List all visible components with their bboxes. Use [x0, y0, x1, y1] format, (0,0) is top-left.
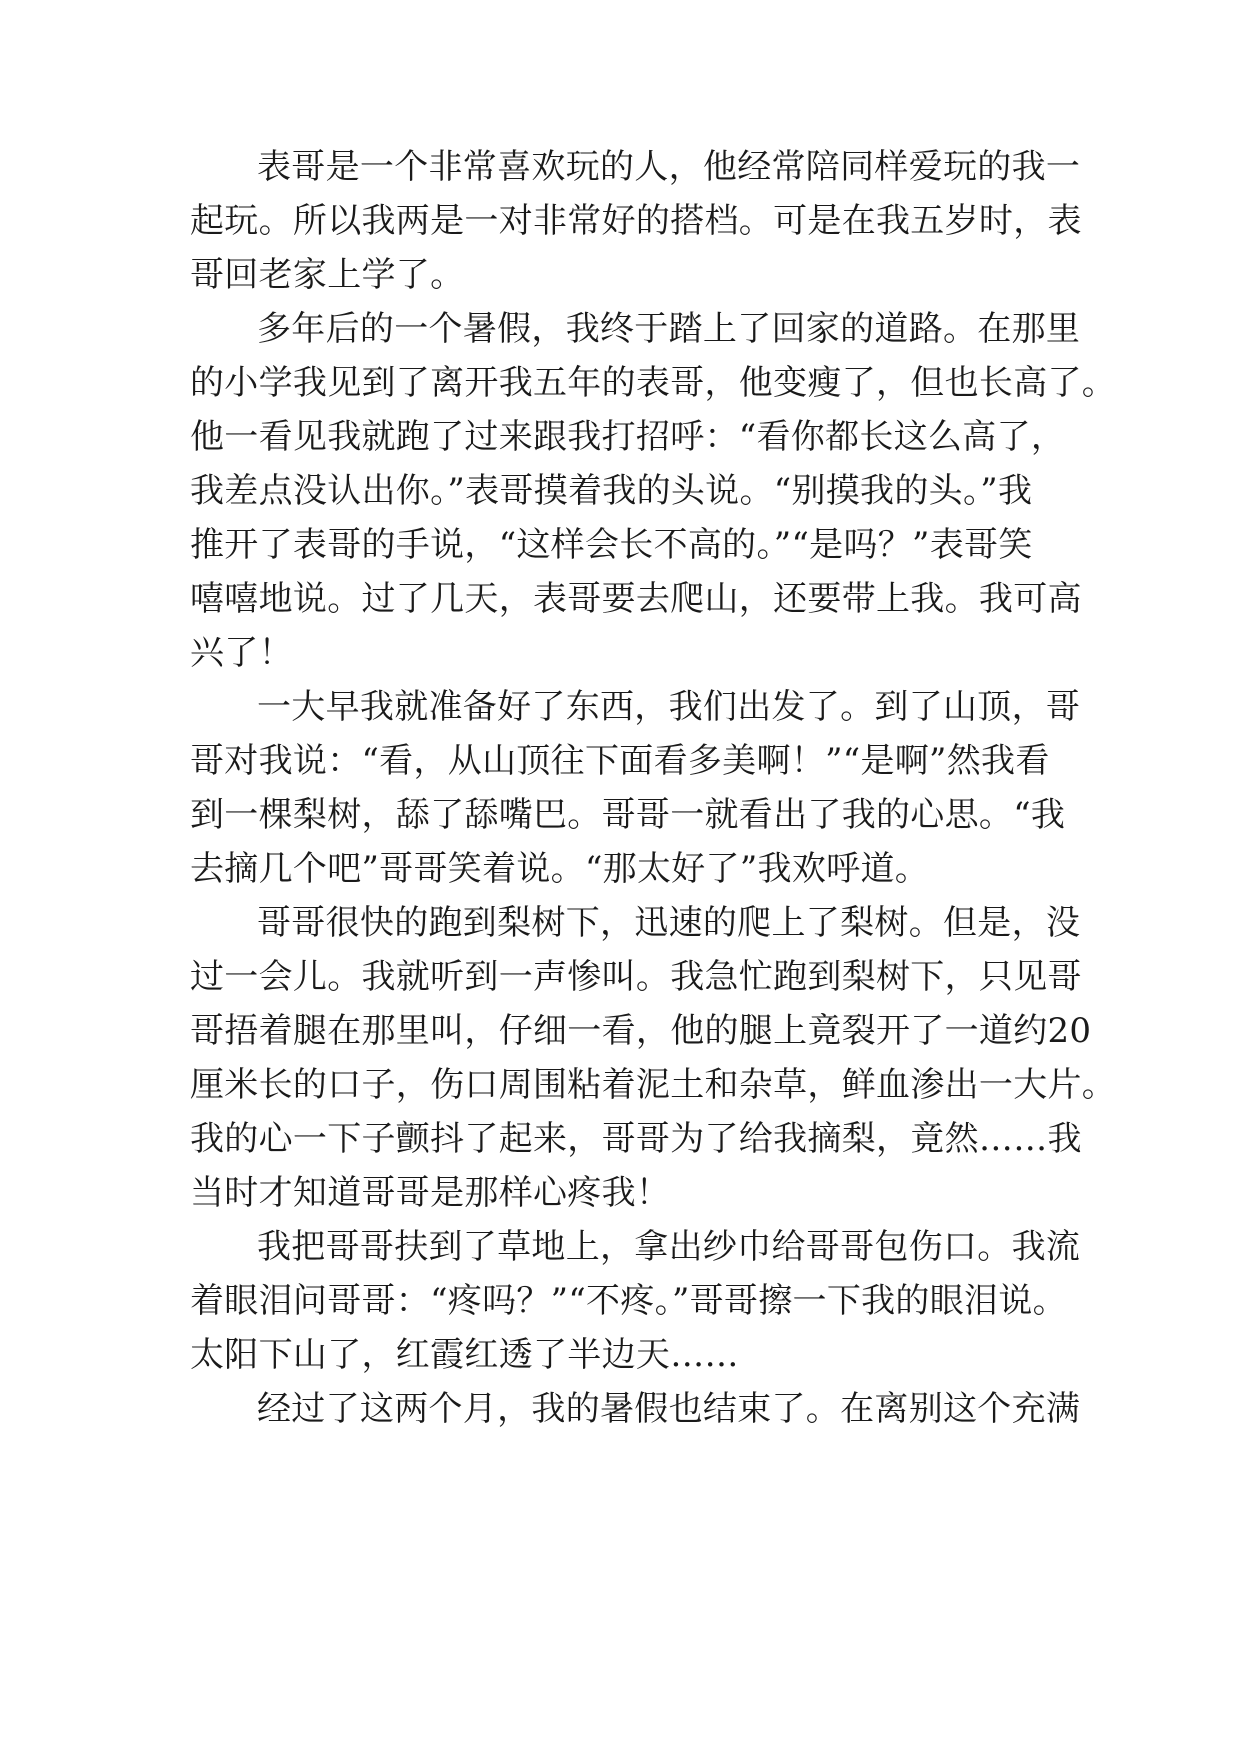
text-line: 哥对我说：“看，从山顶往下面看多美啊！”“是啊”然我看 — [190, 741, 1050, 781]
text-line: 兴了！ — [190, 633, 293, 673]
text-line: 哥回老家上学了。 — [190, 255, 465, 295]
text-line: 我差点没认出你。”表哥摸着我的头说。“别摸我的头。”我 — [190, 471, 1033, 511]
text-line: 表哥是一个非常喜欢玩的人，他经常陪同样爱玩的我一 — [257, 147, 1081, 187]
text-line: 起玩。所以我两是一对非常好的搭档。可是在我五岁时，表 — [190, 201, 1082, 241]
text-line: 着眼泪问哥哥：“疼吗？”“不疼。”哥哥擦一下我的眼泪说。 — [190, 1281, 1067, 1321]
text-line: 厘米长的口子，伤口周围粘着泥土和杂草，鲜血渗出一大片。 — [190, 1065, 1117, 1105]
text-line: 到一棵梨树，舔了舔嘴巴。哥哥一就看出了我的心思。“我 — [190, 795, 1066, 835]
text-line: 的小学我见到了离开我五年的表哥，他变瘦了，但也长高了。 — [190, 363, 1117, 403]
text-line: 推开了表哥的手说，“这样会长不高的。”“是吗？”表哥笑 — [190, 525, 1033, 565]
text-line: 嘻嘻地说。过了几天，表哥要去爬山，还要带上我。我可高 — [190, 579, 1082, 619]
text-line: 经过了这两个月，我的暑假也结束了。在离别这个充满 — [257, 1389, 1081, 1429]
text-line: 当时才知道哥哥是那样心疼我！ — [190, 1173, 671, 1213]
text-line: 他一看见我就跑了过来跟我打招呼：“看你都长这么高了， — [190, 417, 1066, 457]
text-line: 太阳下山了，红霞红透了半边天…… — [190, 1335, 739, 1375]
text-line: 多年后的一个暑假，我终于踏上了回家的道路。在那里 — [257, 309, 1081, 349]
text-line: 去摘几个吧”哥哥笑着说。“那太好了”我欢呼道。 — [190, 849, 930, 889]
text-line: 过一会儿。我就听到一声惨叫。我急忙跑到梨树下，只见哥 — [190, 957, 1082, 997]
text-line: 我的心一下子颤抖了起来，哥哥为了给我摘梨，竟然……我 — [190, 1119, 1082, 1159]
text-line: 我把哥哥扶到了草地上，拿出纱巾给哥哥包伤口。我流 — [257, 1227, 1081, 1267]
text-line: 哥捂着腿在那里叫，仔细一看，他的腿上竟裂开了一道约20 — [190, 1011, 1092, 1051]
text-line: 哥哥很快的跑到梨树下，迅速的爬上了梨树。但是，没 — [257, 903, 1081, 943]
text-line: 一大早我就准备好了东西，我们出发了。到了山顶，哥 — [257, 687, 1081, 727]
